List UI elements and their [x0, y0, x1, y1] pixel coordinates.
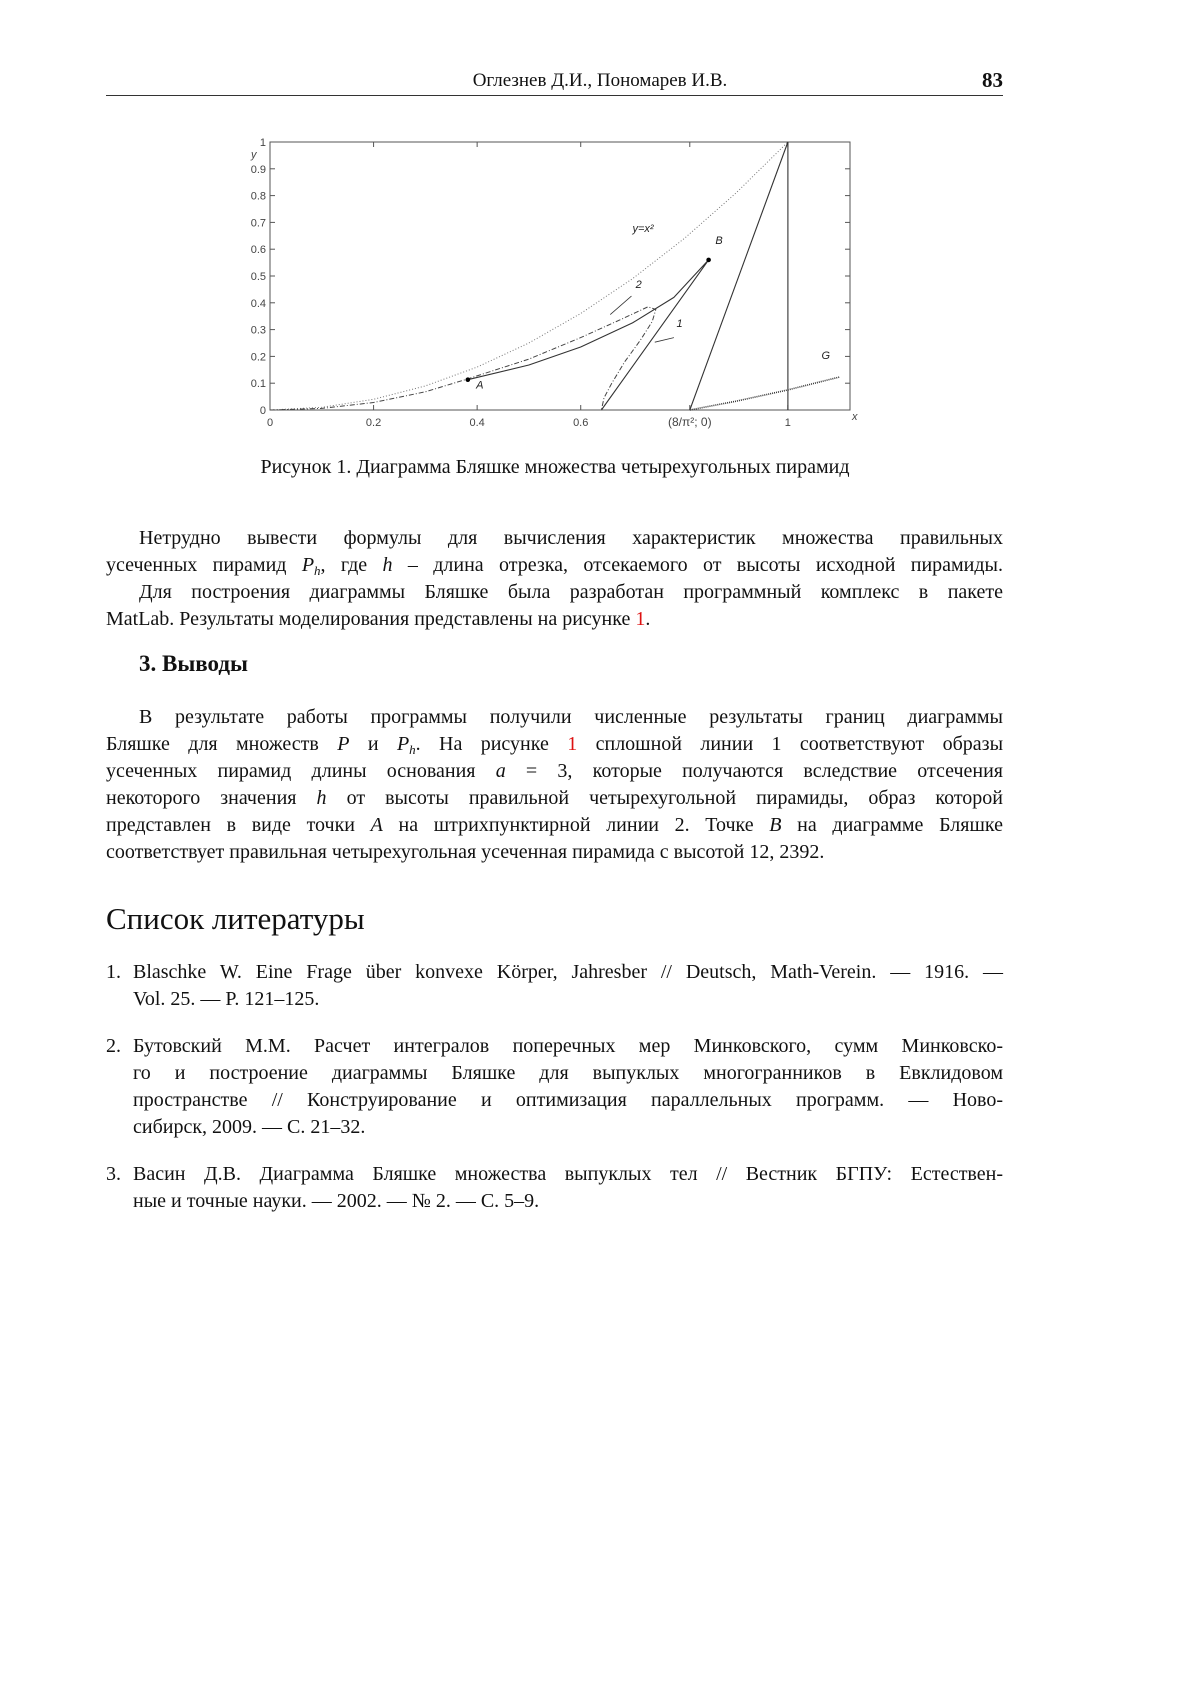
y-tick-label: 0.6 [251, 244, 266, 256]
text-line [106, 839, 1003, 866]
series-G [690, 377, 840, 410]
y-tick-label: 0.3 [251, 325, 266, 337]
y-tick-label: 0.2 [251, 351, 266, 363]
blaschke-diagram-chart [0, 120, 1200, 440]
reference-line: Blaschke W. Eine Frage über konvexe Körper, Jahresber // Deutsch, Math-Verein. — 1916. — [133, 959, 1003, 986]
text-run: Нетрудно вывести формулы для вычисления характеристик множества правильных [139, 527, 1003, 549]
plot-frame [270, 142, 850, 410]
text-run: . [645, 608, 650, 630]
x-axis-label: x [851, 411, 858, 423]
text-run: = 3, которые получаются вследствие отсечения [506, 760, 1003, 782]
series-line-to-1 [690, 142, 788, 410]
reference-item [106, 1161, 1003, 1215]
y-tick-label: 0.1 [251, 378, 266, 390]
running-header-authors: Оглезнев Д.И., Пономарев И.В. [0, 70, 1200, 92]
text-run: . На рисунке [416, 733, 568, 755]
text-line [106, 812, 1003, 839]
text-run: сплошной линии 1 соответствуют образы [577, 733, 1003, 755]
figure-caption: Рисунок 1. Диаграмма Бляшке множества четырехугольных пирамид [0, 456, 1110, 479]
y-tick-label: 1 [260, 137, 266, 149]
text-run: на диаграмме Бляшке [782, 814, 1003, 836]
series-1 [468, 260, 709, 410]
math-var: A [371, 814, 383, 836]
reference-number: 2. [106, 1033, 121, 1060]
text-run: некоторого значения [106, 787, 317, 809]
text-line [106, 758, 1003, 785]
reference-line: го и построение диаграммы Бляшке для выпуклых многогранников в Евклидовом [133, 1060, 1003, 1087]
chart-annotation: y=x² [632, 223, 654, 235]
y-tick-label: 0.8 [251, 191, 266, 203]
header-rule [106, 95, 1003, 96]
y-axis-label: y [250, 149, 258, 161]
chart-annotation: 2 [635, 279, 642, 291]
reference-number: 1. [106, 959, 121, 986]
reference-line: Бутовский М.М. Расчет интегралов поперечных мер Минковского, сумм Минковско- [133, 1033, 1003, 1060]
chart-annotation: A [475, 380, 483, 392]
math-var: P [397, 733, 409, 755]
x-tick-label: 1 [785, 417, 791, 429]
reference-line: ные и точные науки. — 2002. — № 2. — С. 5–9. [133, 1188, 1003, 1215]
text-run: В результате работы программы получили численные результаты границ диаграммы [139, 706, 1003, 728]
text-line [106, 606, 1003, 633]
point-A [466, 377, 471, 382]
text-run: – длина отрезка, отсекаемого от высоты исходной пирамиды. [393, 554, 1004, 576]
math-var: P [337, 733, 349, 755]
reference-item [106, 959, 1003, 1013]
paragraph-2 [106, 704, 1003, 866]
reference-number: 3. [106, 1161, 121, 1188]
y-tick-label: 0.4 [251, 298, 266, 310]
reference-item [106, 1033, 1003, 1141]
chart-annotation: 1 [677, 318, 683, 330]
chart-annotation: B [715, 235, 722, 247]
math-subscript: h [314, 563, 321, 578]
text-run: усеченных пирамид длины основания [106, 760, 496, 782]
text-run: Бляшке для множеств [106, 733, 337, 755]
math-subscript: h [409, 742, 416, 757]
series-y-x-2 [270, 142, 788, 410]
figure-reference-link[interactable]: 1 [567, 733, 577, 755]
y-tick-label: 0.7 [251, 217, 266, 229]
chart-annotation: G [822, 350, 831, 362]
text-line [106, 704, 1003, 731]
math-var: h [317, 787, 327, 809]
y-tick-label: 0.9 [251, 164, 266, 176]
text-run: , где [321, 554, 383, 576]
label-leader-line [655, 338, 674, 343]
reference-line: сибирск, 2009. — С. 21–32. [133, 1114, 1003, 1141]
bibliography-heading: Список литературы [106, 901, 365, 937]
text-line [106, 552, 1003, 579]
y-tick-label: 0 [260, 405, 266, 417]
math-var: P [302, 554, 314, 576]
text-run: и [349, 733, 396, 755]
x-tick-label: 0 [267, 417, 273, 429]
math-var: a [496, 760, 506, 782]
x-tick-label: (8/π²; 0) [668, 415, 712, 429]
math-var: B [769, 814, 781, 836]
text-line [106, 785, 1003, 812]
x-tick-label: 0.6 [573, 417, 588, 429]
text-run: на штрихпунктирной линии 2. Точке [383, 814, 769, 836]
math-var: h [383, 554, 393, 576]
series-2 [270, 307, 656, 410]
reference-line: Васин Д.В. Диаграмма Бляшке множества выпуклых тел // Вестник БГПУ: Естествен- [133, 1161, 1003, 1188]
text-line [106, 731, 1003, 758]
x-tick-label: 0.4 [469, 417, 484, 429]
page-number: 83 [982, 68, 1003, 93]
text-line [106, 525, 1003, 552]
paragraph-1 [106, 525, 1003, 633]
reference-line: Vol. 25. — P. 121–125. [133, 986, 1003, 1013]
point-B [706, 258, 711, 263]
text-run: от высоты правильной четырехугольной пирамиды, образ которой [327, 787, 1003, 809]
y-tick-label: 0.5 [251, 271, 266, 283]
text-line [106, 579, 1003, 606]
figure-reference-link[interactable]: 1 [635, 608, 645, 630]
text-run: MatLab. Результаты моделирования представлены на рисунке [106, 608, 635, 630]
text-run: соответствует правильная четырехугольная усеченная пирамида с высотой 12, 2392. [106, 841, 824, 863]
label-leader-line [610, 296, 631, 314]
text-run: усеченных пирамид [106, 554, 302, 576]
section-heading: 3. Выводы [139, 651, 248, 677]
text-run: представлен в виде точки [106, 814, 371, 836]
x-tick-label: 0.2 [366, 417, 381, 429]
text-run: Для построения диаграммы Бляшке была разработан программный комплекс в пакете [139, 581, 1003, 603]
reference-line: пространстве // Конструирование и оптимизация параллельных программ. — Ново- [133, 1087, 1003, 1114]
